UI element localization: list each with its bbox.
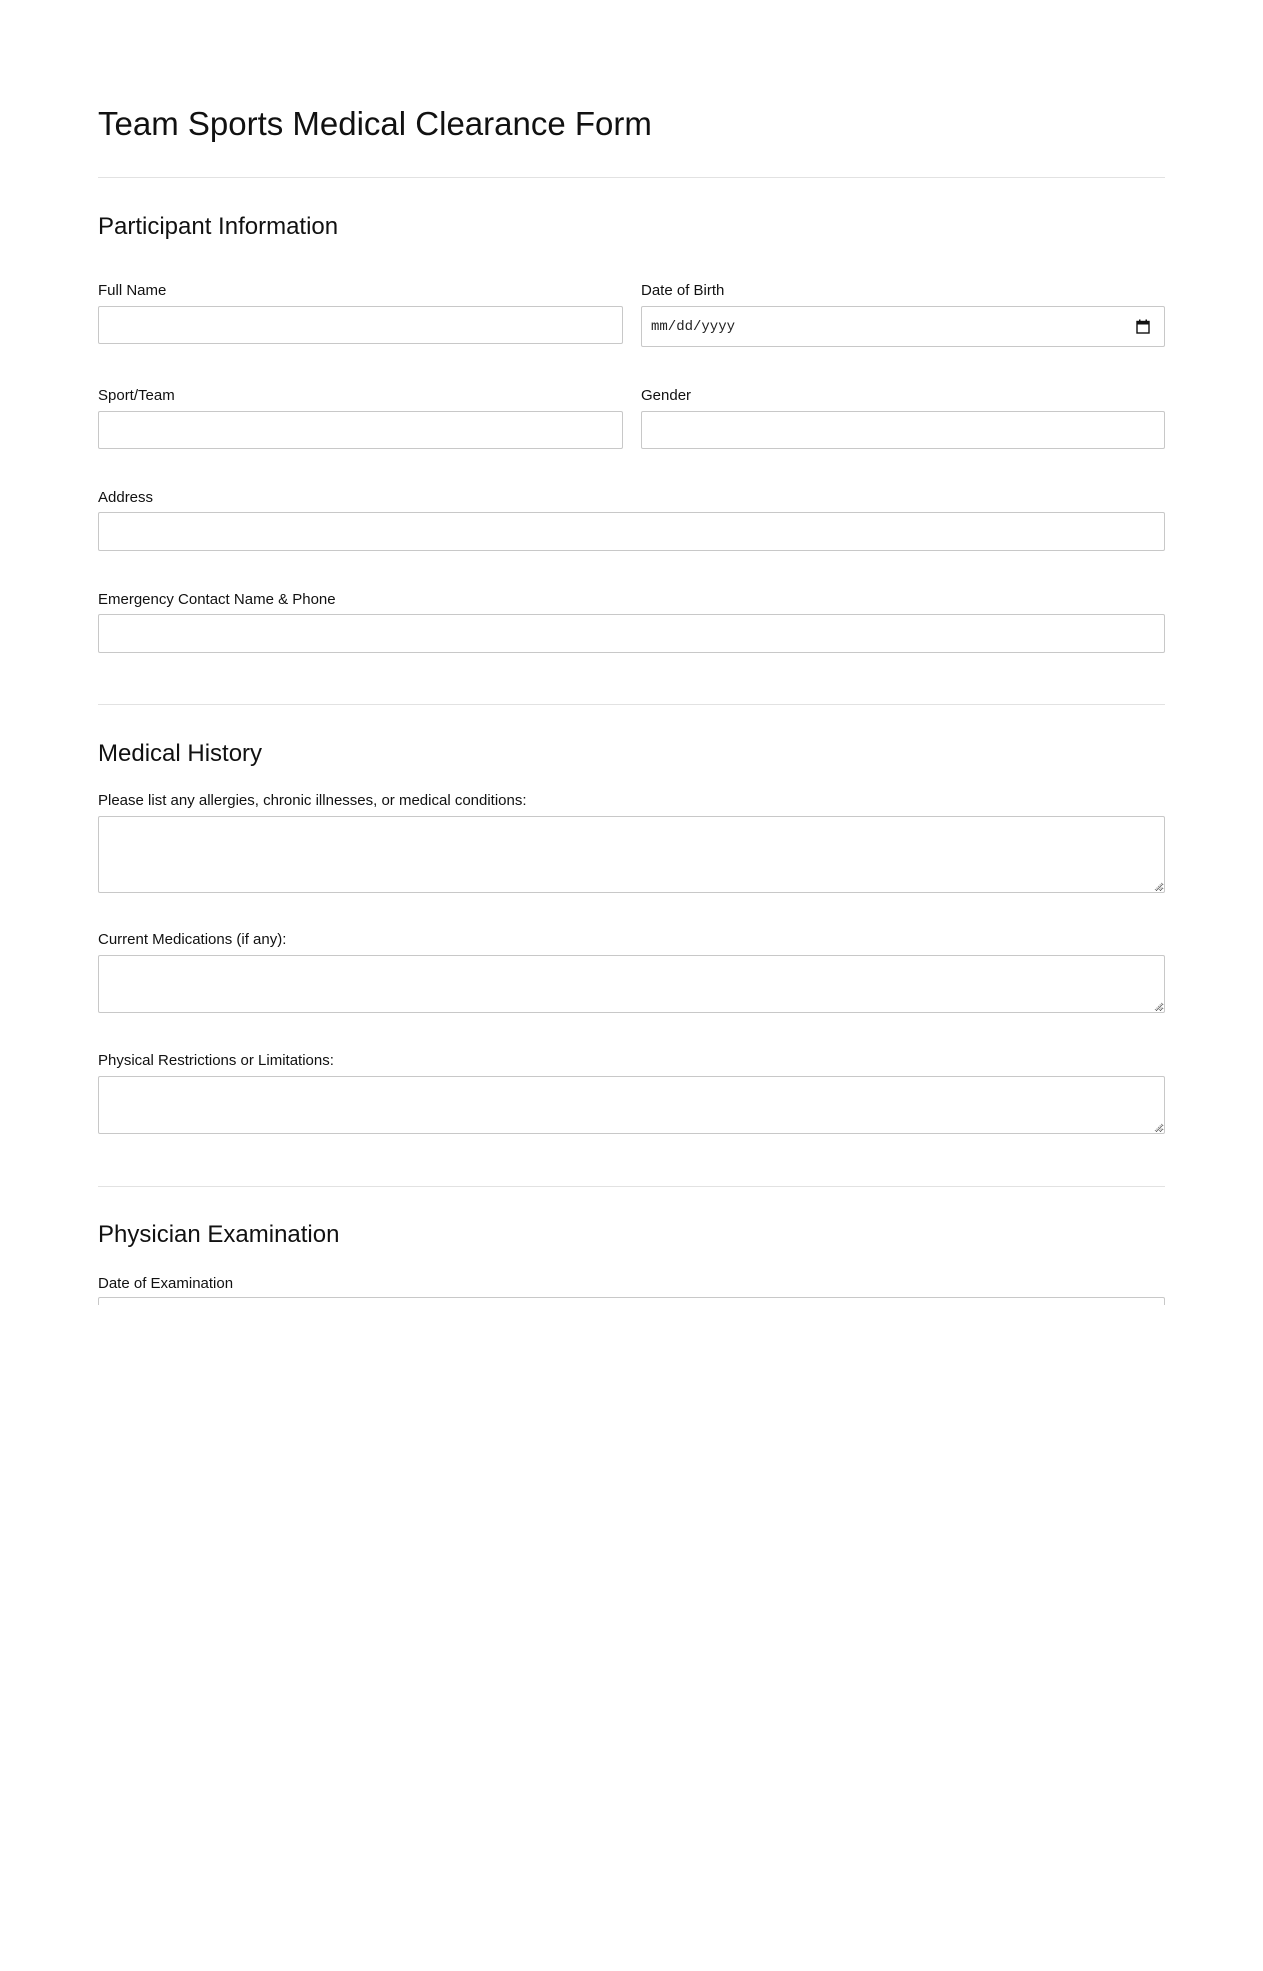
calendar-icon[interactable]: [1136, 319, 1150, 334]
gender-input[interactable]: [641, 411, 1165, 449]
emergency-contact-input[interactable]: [98, 614, 1165, 653]
exam-date-clip: [98, 1297, 1165, 1305]
gender-label: Gender: [641, 387, 692, 404]
exam-date-input[interactable]: [98, 1297, 1165, 1305]
section-title-medical-history: Medical History: [98, 740, 263, 767]
sport-team-label: Sport/Team: [98, 387, 175, 404]
sport-team-input[interactable]: [98, 411, 623, 449]
emergency-contact-label: Emergency Contact Name & Phone: [98, 591, 336, 608]
date-of-birth-label: Date of Birth: [641, 282, 725, 299]
address-label: Address: [98, 489, 154, 506]
exam-date-label: Date of Examination: [98, 1275, 234, 1292]
section-divider-1: [98, 704, 1165, 705]
conditions-label: Please list any allergies, chronic illnesses, or medical conditions:: [98, 792, 527, 809]
page-title: Team Sports Medical Clearance Form: [98, 105, 652, 142]
full-name-label: Full Name: [98, 282, 167, 299]
address-input[interactable]: [98, 512, 1165, 551]
title-divider: [98, 177, 1165, 178]
section-divider-2: [98, 1186, 1165, 1187]
restrictions-textarea[interactable]: [98, 1076, 1165, 1134]
resize-grip-icon[interactable]: [1154, 882, 1163, 891]
date-of-birth-input[interactable]: [641, 306, 1165, 347]
medications-textarea-wrap: [98, 955, 1165, 1013]
restrictions-label: Physical Restrictions or Limitations:: [98, 1052, 334, 1069]
resize-grip-icon[interactable]: [1154, 1002, 1163, 1011]
resize-grip-icon[interactable]: [1154, 1123, 1163, 1132]
conditions-textarea-wrap: [98, 816, 1165, 893]
conditions-textarea[interactable]: [98, 816, 1165, 893]
medications-textarea[interactable]: [98, 955, 1165, 1013]
restrictions-textarea-wrap: [98, 1076, 1165, 1134]
date-of-birth-placeholder: mm/dd/yyyy: [651, 318, 736, 335]
full-name-input[interactable]: [98, 306, 623, 344]
section-title-physician-exam: Physician Examination: [98, 1221, 340, 1248]
medications-label: Current Medications (if any):: [98, 931, 287, 948]
section-title-participant: Participant Information: [98, 213, 339, 240]
